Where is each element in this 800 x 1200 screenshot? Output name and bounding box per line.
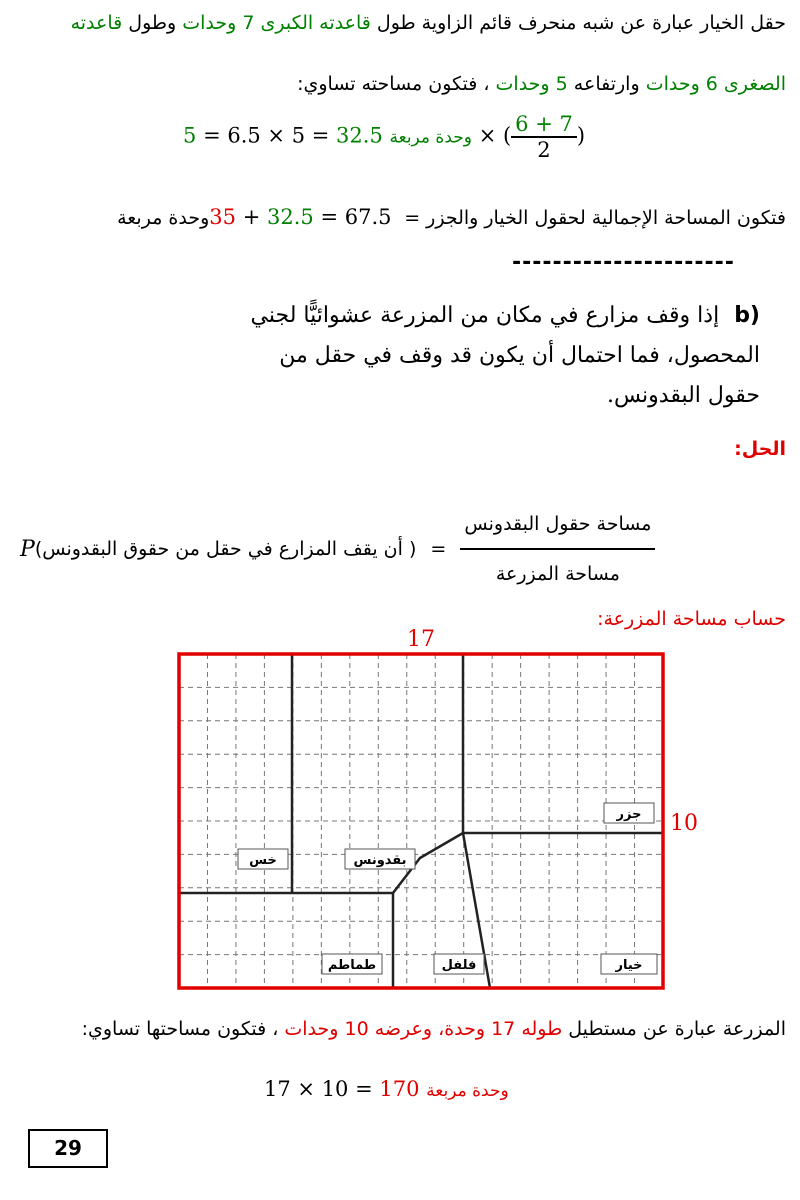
probability-event: ( أن يقف المزارع في حقل من حقوق البقدونس) xyxy=(34,538,417,560)
formula-operator: × ( xyxy=(478,123,512,148)
plus-sign: + xyxy=(242,205,261,229)
unit-label: وحدة مربعة xyxy=(389,127,472,148)
field-label-lettuce: خس xyxy=(249,853,277,868)
fraction-numerator: 6 + 7 xyxy=(515,112,573,136)
field-label-cucumber: خيار xyxy=(615,958,643,973)
text-segment: وارتفاعه xyxy=(573,73,640,95)
text-segment: المزرعة عبارة عن مستطيل xyxy=(568,1018,786,1040)
page-number: 29 xyxy=(28,1129,108,1168)
farm-grid xyxy=(179,654,663,988)
trapezoid-area-formula xyxy=(183,112,585,162)
paragraph-line-1 xyxy=(71,12,786,34)
question-tag: b) xyxy=(734,303,760,328)
farm-description xyxy=(82,1018,786,1040)
equals-sign: = xyxy=(430,538,447,560)
result-value: 170 xyxy=(379,1077,420,1101)
text-segment: ، فتكون مساحتها تساوي: xyxy=(81,1018,279,1040)
highlight-minor-base: الصغرى 6 وحدات xyxy=(645,73,786,95)
carrot-area-value: 35 xyxy=(209,205,237,229)
unit-label: وحدة مربعة xyxy=(117,207,210,229)
highlight-height: 5 وحدات xyxy=(495,73,568,95)
farm-area-heading: حساب مساحة المزرعة: xyxy=(597,608,786,630)
cucumber-area-value: 32.5 xyxy=(267,205,314,229)
field-label-parsley: بقدونس xyxy=(353,853,407,868)
text-segment: فتكون المساحة الإجمالية لحقول الخيار والجزر = xyxy=(404,207,786,229)
field-label-pepper: فلفل xyxy=(441,958,477,973)
separator-dashes: ---------------------- xyxy=(512,250,735,275)
highlight-major-base: قاعدته الكبرى 7 وحدات xyxy=(182,12,371,34)
text-segment: حقل الخيار عبارة عن شبه منحرف قائم الزاوية طول xyxy=(376,12,786,34)
probability-symbol: P xyxy=(20,536,35,562)
formula-operator: ) xyxy=(576,123,586,148)
formula-expression: = 10 × 17 xyxy=(264,1077,373,1101)
fraction-denominator: مساحة المزرعة xyxy=(460,548,655,598)
total-area-line xyxy=(117,205,786,229)
question-text: إذا وقف مزارع في مكان من المزرعة عشوائيًّا لجني المحصول، فما احتمال أن يكون قد وقف في حقل من حقول البقدونس. xyxy=(250,303,760,408)
bases-fraction xyxy=(511,112,577,162)
result-value: 32.5 xyxy=(336,123,383,148)
question-b xyxy=(240,296,760,416)
unit-label: وحدة مربعة xyxy=(426,1081,509,1101)
field-label-carrot: جزر xyxy=(616,807,642,822)
fraction-denominator: 2 xyxy=(511,136,577,162)
text-segment: ، فتكون مساحته تساوي: xyxy=(297,73,490,95)
length-label: 17 xyxy=(407,627,435,652)
solution-label: الحل: xyxy=(734,438,786,460)
width-label: 10 xyxy=(670,811,698,836)
highlight-base: قاعدته xyxy=(70,12,123,34)
text-segment: وطول xyxy=(128,12,177,34)
farm-diagram xyxy=(0,627,800,1000)
probability-formula xyxy=(20,500,655,598)
farm-dimensions-highlight: طوله 17 وحدة، وعرضه 10 وحدات xyxy=(284,1018,563,1040)
farm-area-formula xyxy=(264,1077,509,1101)
paragraph-line-2 xyxy=(297,73,786,95)
formula-expression: = 5 × 6.5 = xyxy=(203,123,330,148)
field-label-tomato: طماطم xyxy=(327,958,377,973)
probability-fraction xyxy=(460,500,655,598)
height-value: 5 xyxy=(183,123,197,148)
fraction-numerator: مساحة حقول البقدونس xyxy=(464,513,652,535)
total-value: = 67.5 xyxy=(320,205,392,229)
